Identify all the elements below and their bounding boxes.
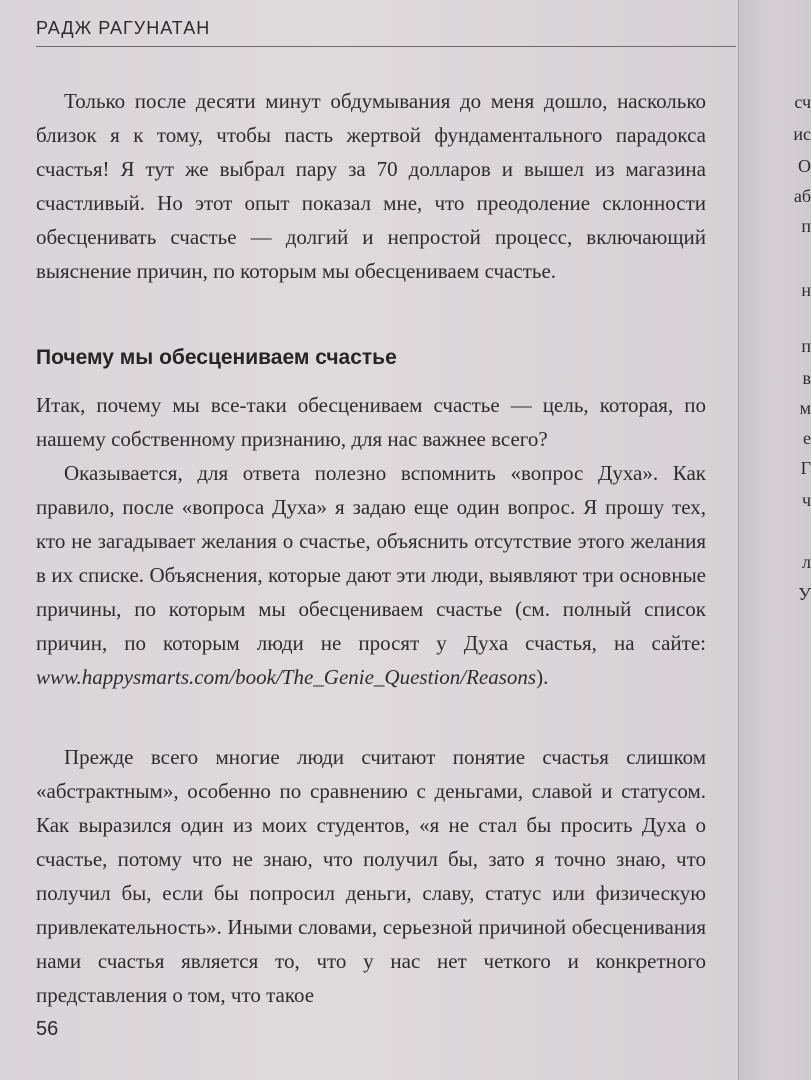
facing-fragment: м <box>799 398 811 418</box>
facing-fragment: сч <box>794 92 811 112</box>
facing-fragment: е <box>803 428 811 448</box>
header-rule <box>36 46 736 47</box>
paragraph-3-text: Оказывается, для ответа полезно вспомнить «вопрос Духа». Как правило, после «вопроса Духа» я задаю еще один вопрос. Я прошу тех, кто не загадывает желания о счастье, объяснить отсутствие этого желания в их списке. Объяснения, которые дают эти люди, выявляют три основные причины, по которым мы обесцениваем счастье (см. полный список причин, по которым люди не просят у Духа счастья, на сайте: <box>36 461 706 655</box>
text-block-top <box>36 84 706 288</box>
paragraph-3-end: ). <box>536 665 549 689</box>
facing-fragment: У <box>798 584 811 604</box>
text-block-bottom <box>36 740 706 1012</box>
facing-fragment: О <box>798 156 811 176</box>
facing-fragment: в <box>802 368 811 388</box>
paragraph-4: Прежде всего многие люди считают понятие счастья слишком «абстрактным», особенно по сравнению с деньгами, славой и статусом. Как выразился один из моих студентов, «я не стал бы просить Духа о счастье, потому что не знаю, что получил бы, зато я точно знаю, что получил бы, если бы попросил деньги, славу, статус или физическую привлекательность». Иными словами, серьезной причиной обесценивания нами счастья является то, что у нас нет четкого и конкретного представления о том, что такое <box>36 745 706 1007</box>
facing-fragment: п <box>801 336 811 356</box>
facing-fragment: н <box>801 280 811 300</box>
facing-fragment: л <box>802 552 811 572</box>
page-number: 56 <box>36 1018 59 1040</box>
paragraph-2: Итак, почему мы все-таки обесцениваем счастье — цель, которая, по нашему собственному признанию, для нас важнее всего? <box>36 393 706 451</box>
facing-fragment: аб <box>793 186 811 206</box>
facing-fragment: Г <box>800 458 811 478</box>
reasons-url: www.happysmarts.com/book/The_Genie_Question/Reasons <box>36 665 537 689</box>
section-heading: Почему мы обесцениваем счастье <box>36 346 397 369</box>
facing-fragment: п <box>801 216 811 236</box>
paragraph-3 <box>36 456 706 694</box>
facing-fragment: ч <box>801 490 811 510</box>
running-head: РАДЖ РАГУНАТАН <box>36 18 211 38</box>
text-block-middle <box>36 388 706 694</box>
facing-page-edge <box>738 0 811 1080</box>
facing-fragment: ис <box>793 124 811 144</box>
paragraph-1: Только после десяти минут обдумывания до меня дошло, насколько близок я к тому, чтобы пасть жертвой фундаментального парадокса счастья! Я тут же выбрал пару за 70 долларов и вышел из магазина счастливый. Но этот опыт показал мне, что преодоление склонности обесценивать счастье — долгий и непростой процесс, включающий выяснение причин, по которым мы обесцениваем счастье. <box>36 89 706 283</box>
